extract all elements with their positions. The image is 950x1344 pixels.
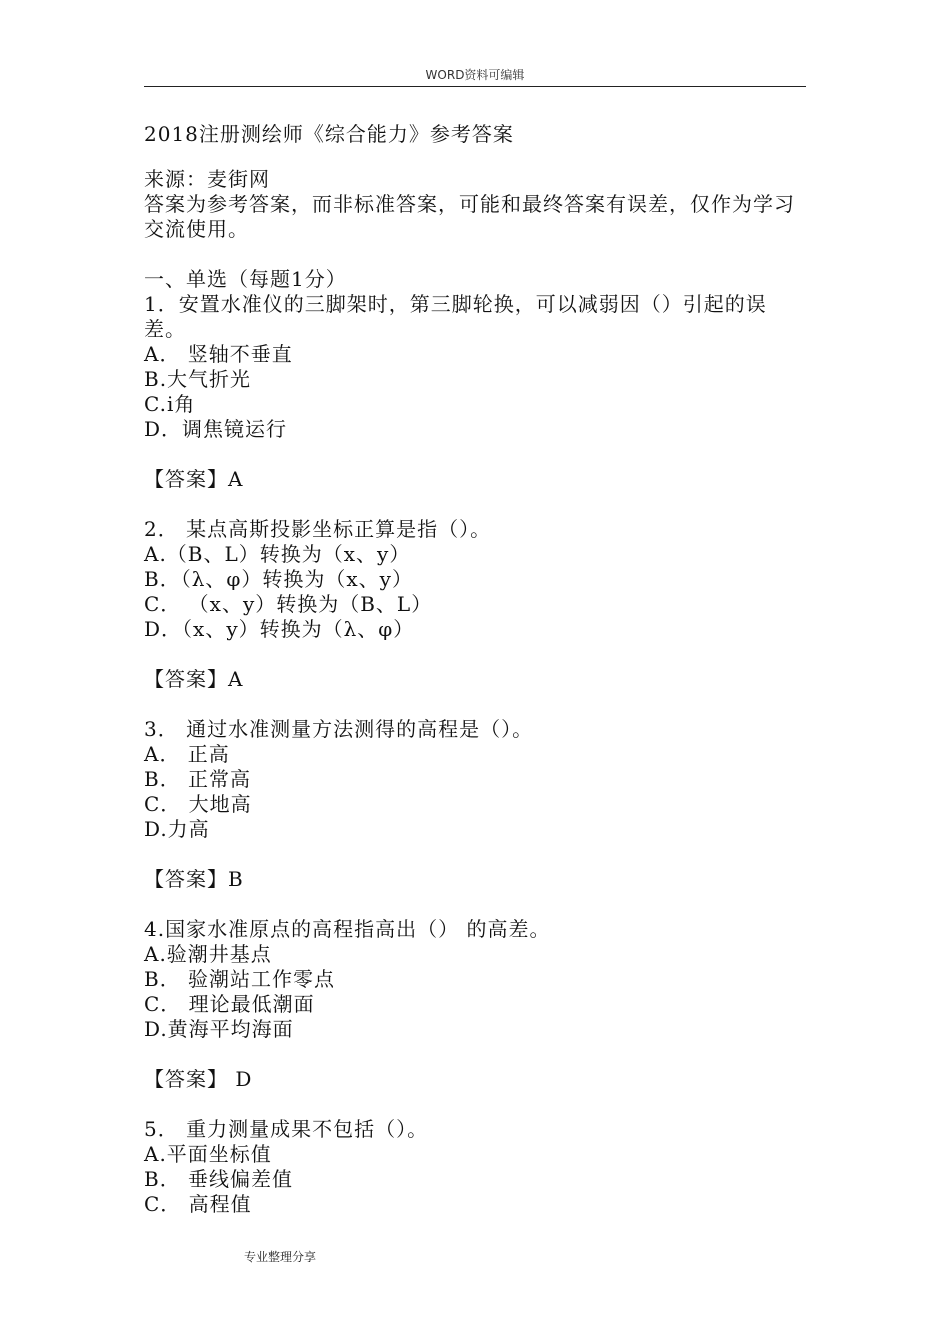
question-5-stem: 5． 重力测量成果不包括（）。 [144,1117,429,1141]
question-3-option-d: D.力高 [144,817,210,841]
question-1-option-d: D．调焦镜运行 [144,417,288,441]
spacer [144,1092,808,1117]
spacer [144,692,808,717]
disclaimer-text: 答案为参考答案，而非标准答案，可能和最终答案有误差，仅作为学习交流使用。 [144,192,795,241]
question-2-option-b: B．（λ、φ）转换为（x、y） [144,567,413,591]
question-5-option-a: A.平面坐标值 [144,1142,272,1166]
question-3-option-c: C． 大地高 [144,792,252,816]
question-4-option-a: A.验潮井基点 [144,942,272,966]
question-4-option-b: B． 验潮站工作零点 [144,967,336,991]
question-2-option-d: D．（x、y）转换为（λ、φ） [144,617,415,641]
question-1-option-a: A． 竖轴不垂直 [144,342,293,366]
question-2-answer: 【答案】A [144,667,244,691]
question-4-stem: 4.国家水准原点的高程指高出（） 的高差。 [144,917,551,941]
section-heading: 一、单选（每题1分） [144,267,347,291]
question-3-option-a: A． 正高 [144,742,230,766]
question-5-option-c: C． 高程值 [144,1192,252,1216]
question-2-option-a: A.（B、L）转换为（x、y） [144,542,411,566]
question-3-stem: 3． 通过水准测量方法测得的高程是（）。 [144,717,534,741]
question-5-option-b: B． 垂线偏差值 [144,1167,294,1191]
spacer [144,242,808,267]
question-3-option-b: B． 正常高 [144,767,252,791]
spacer [144,1042,808,1067]
document-title: 2018注册测绘师《综合能力》参考答案 [144,122,514,146]
question-2-stem: 2． 某点高斯投影坐标正算是指（）。 [144,517,492,541]
question-3-answer: 【答案】B [144,867,244,891]
spacer [144,892,808,917]
page-footer: 专业整理分享 [244,1250,317,1264]
document-body [144,122,808,1217]
question-1-stem: 1．安置水准仪的三脚架时，第三脚轮换，可以减弱因（）引起的误差。 [144,292,767,341]
spacer [144,842,808,867]
question-1-answer: 【答案】A [144,467,244,491]
question-1-option-b: B.大气折光 [144,367,252,391]
spacer [144,642,808,667]
question-1-option-c: C.i角 [144,392,196,416]
page-header: WORD资料可编辑 [425,68,525,82]
source-line: 来源：麦街网 [144,167,270,191]
spacer [144,492,808,517]
header-divider [144,86,806,87]
question-4-answer: 【答案】 D [144,1067,253,1091]
question-2-option-c: C． （x、y）转换为（B、L） [144,592,433,616]
question-4-option-c: C． 理论最低潮面 [144,992,315,1016]
question-4-option-d: D.黄海平均海面 [144,1017,294,1041]
spacer [144,442,808,467]
